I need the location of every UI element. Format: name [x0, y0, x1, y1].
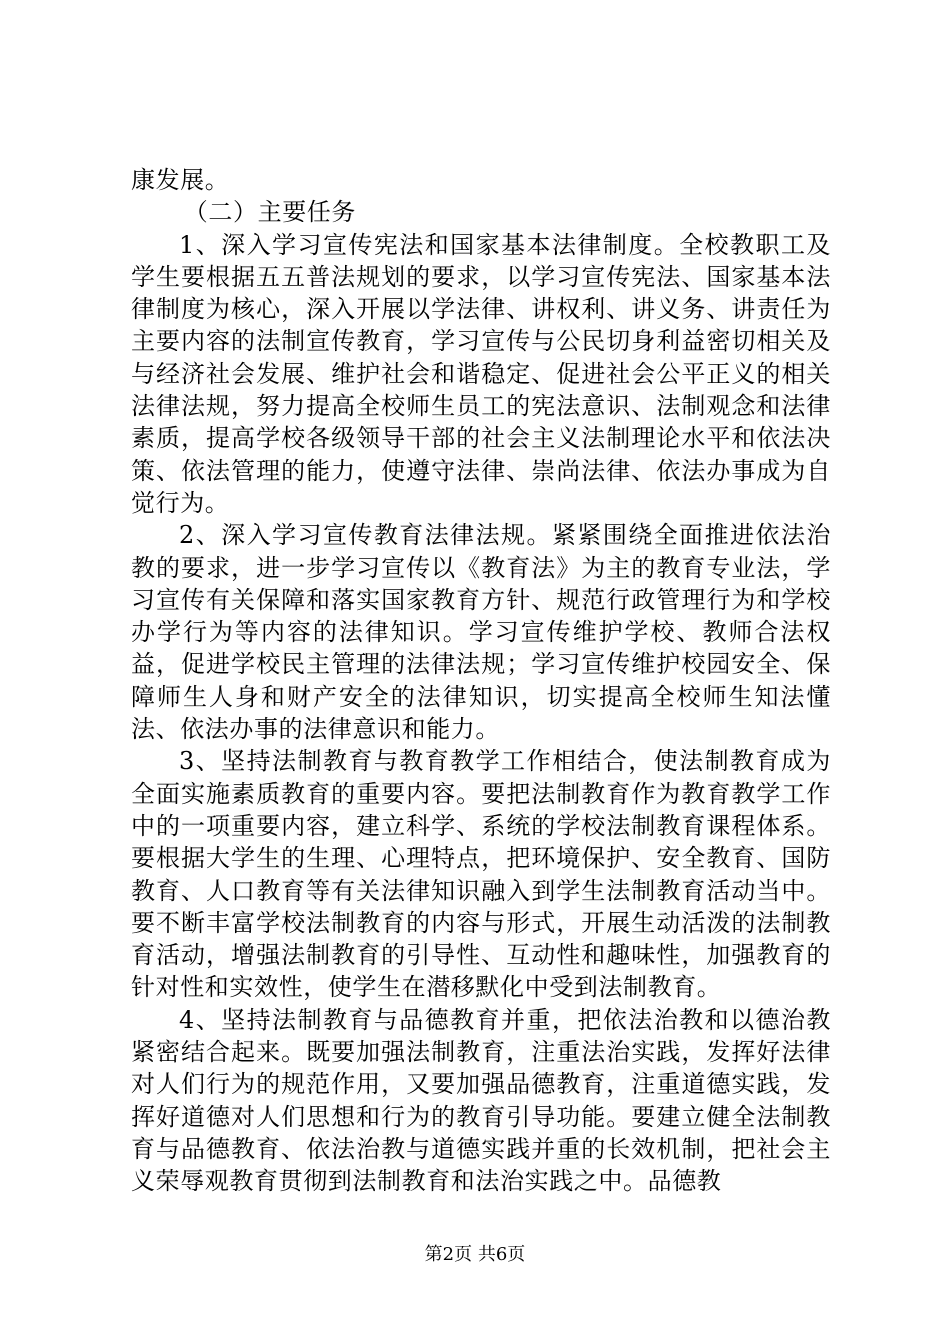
section-heading-main-tasks: （二）主要任务	[183, 198, 356, 227]
paragraph-continuation: 康发展。	[131, 166, 230, 194]
document-body	[131, 164, 831, 1198]
page-footer: 第2页 共6页	[424, 1244, 526, 1265]
paragraph-task-2: 2、深入学习宣传教育法律法规。紧紧围绕全面推进依法治教的要求，进一步学习宣传以《教育法》为主的教育专业法，学习宣传有关保障和落实国家教育方针、规范行政管理行为和学校办学行为等内容的法律知识。学习宣传维护学校、教师合法权益，促进学校民主管理的法律法规；学习宣传维护校园安全、保障师生人身和财产安全的法律知识，切实提高全校师生知法懂法、依法办事的法律意识和能力。	[131, 521, 831, 744]
paragraph-task-1: 1、深入学习宣传宪法和国家基本法律制度。全校教职工及学生要根据五五普法规划的要求，以学习宣传宪法、国家基本法律制度为核心，深入开展以学法律、讲权利、讲义务、讲责任为主要内容的法制宣传教育，学习宣传与公民切身利益密切相关及与经济社会发展、维护社会和谐稳定、促进社会公平正义的相关法律法规，努力提高全校师生员工的宪法意识、法制观念和法律素质，提高学校各级领导干部的社会主义法制理论水平和依法决策、依法管理的能力，使遵守法律、崇尚法律、依法办事成为自觉行为。	[131, 230, 831, 517]
paragraph-task-3: 3、坚持法制教育与教育教学工作相结合，使法制教育成为全面实施素质教育的重要内容。要把法制教育作为教育教学工作中的一项重要内容，建立科学、系统的学校法制教育课程体系。要根据大学生的生理、心理特点，把环境保护、安全教育、国防教育、人口教育等有关法律知识融入到学生法制教育活动当中。要不断丰富学校法制教育的内容与形式，开展生动活泼的法制教育活动，增强法制教育的引导性、互动性和趣味性，加强教育的针对性和实效性，使学生在潜移默化中受到法制教育。	[131, 747, 831, 1002]
paragraph-task-4: 4、坚持法制教育与品德教育并重，把依法治教和以德治教紧密结合起来。既要加强法制教育，注重法治实践，发挥好法律对人们行为的规范作用，又要加强品德教育，注重道德实践，发挥好道德对人们思想和行为的教育引导功能。要建立健全法制教育与品德教育、依法治教与道德实践并重的长效机制，把社会主义荣辱观教育贯彻到法制教育和法治实践之中。品德教	[131, 1005, 831, 1196]
